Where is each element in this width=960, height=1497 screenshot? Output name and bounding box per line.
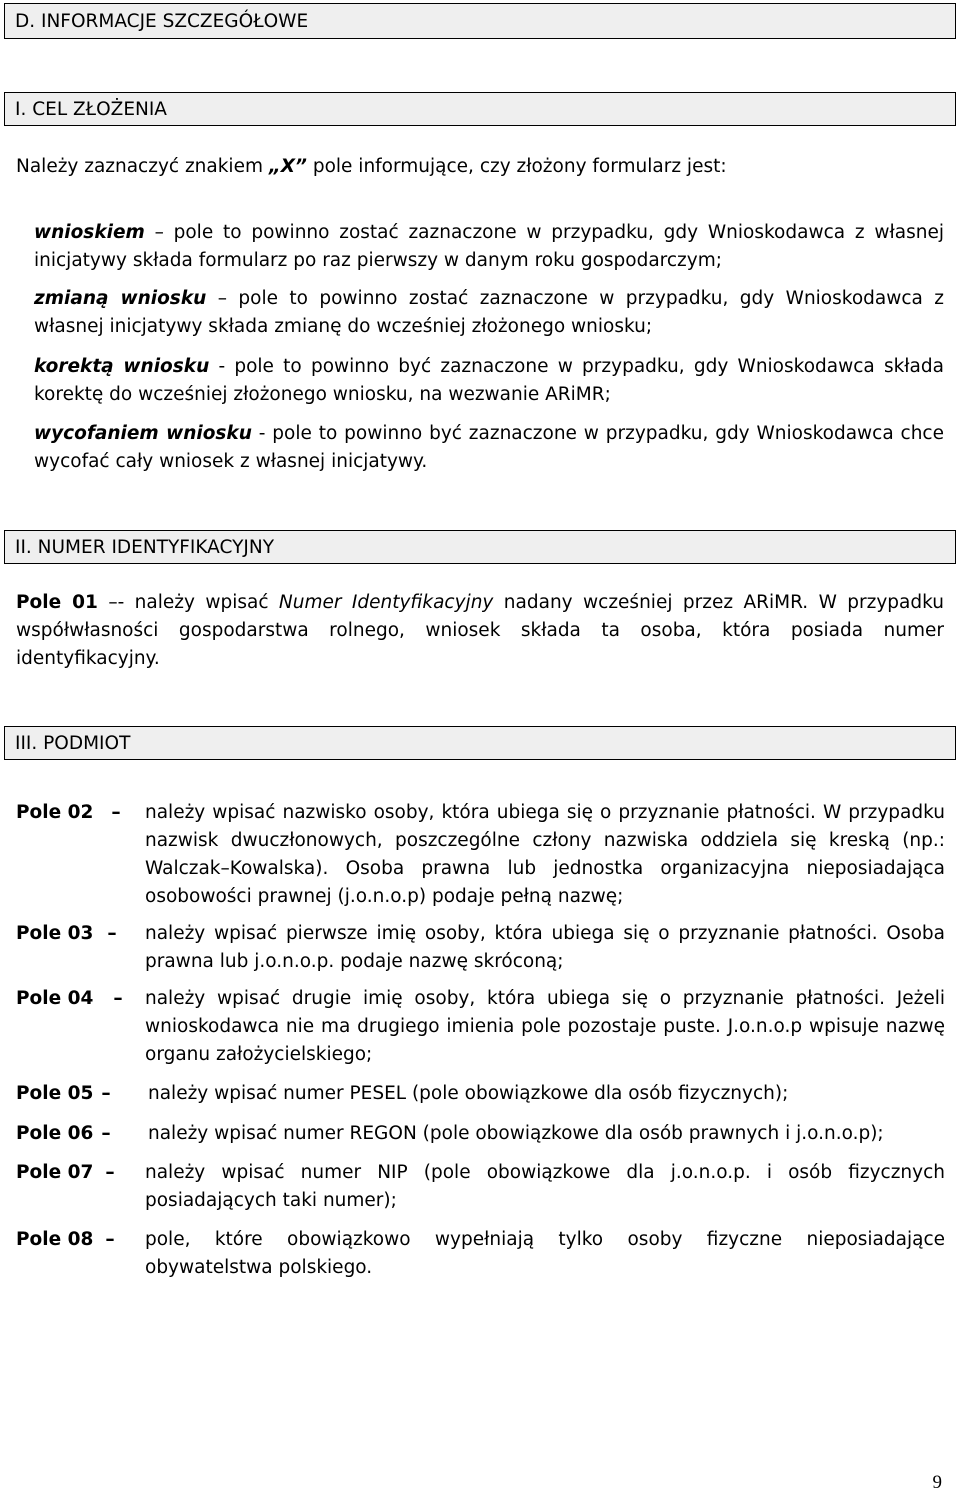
x-mark: „X” [268,156,307,177]
field-03-label: Pole 03 – [16,923,117,944]
field-05-description: należy wpisać numer PESEL (pole obowiązkowe dla osób fizycznych); [148,1083,789,1104]
field-02-label: Pole 02 – [16,802,121,823]
section-3-header [4,726,956,760]
section-d-header [4,3,956,39]
page-number: 9 [932,1472,942,1493]
section-1-intro: Należy zaznaczyć znakiem „X” pole informujące, czy złożony formularz jest: [16,156,727,177]
field-04-label: Pole 04 – [16,988,123,1009]
purpose-item-application: wnioskiem – pole to powinno zostać zaznaczone w przypadku, gdy Wnioskodawca z własnej inicjatywy składa formularz po raz pierwszy w danym roku gospodarczym; [34,222,944,271]
field-05-label: Pole 05 – [16,1083,111,1104]
field-08-description: pole, które obowiązkowo wypełniają tylko osoby fizyczne nieposiadające obywatelstwa polskiego. [145,1229,945,1278]
field-08-label: Pole 08 – [16,1229,115,1250]
field-02-description: należy wpisać nazwisko osoby, która ubiega się o przyznanie płatności. W przypadku nazwisk dwuczłonowych, poszczególne człony nazwiska oddziela się kreską (np.: Walczak–Kowalska). Osoba prawna lub jednostka organizacyjna nieposiadająca osobowości prawnej (j.o.n.o.p) podaje pełną nazwę; [145,802,945,907]
field-01-label: Pole 01 [16,592,98,613]
section-d-title: D. INFORMACJE SZCZEGÓŁOWE [15,11,309,32]
purpose-item-correction: korektą wniosku - pole to powinno być zaznaczone w przypadku, gdy Wnioskodawca składa korektę do wcześniej złożonego wniosku, na wezwanie ARiMR; [34,356,944,405]
section-2-header [4,530,956,564]
section-1-header [4,92,956,126]
field-03-description: należy wpisać pierwsze imię osoby, która ubiega się o przyznanie płatności. Osoba prawna lub j.o.n.o.p. podaje nazwę skróconą; [145,923,945,972]
field-06-label: Pole 06 – [16,1123,111,1144]
field-04-description: należy wpisać drugie imię osoby, która ubiega się o przyznanie płatności. Jeżeli wnioskodawca nie ma drugiego imienia pole pozostaje puste. J.o.n.o.p wpisuje nazwę organu założycielskiego; [145,988,945,1065]
field-01-description: Pole 01 –- należy wpisać Numer Identyfikacyjny nadany wcześniej przez ARiMR. W przypadku współwłasności gospodarstwa rolnego, wniosek składa ta osoba, która posiada numer identyfikacyjny. [16,592,944,669]
section-2-title: II. NUMER IDENTYFIKACYJNY [15,537,274,558]
field-07-label: Pole 07 – [16,1162,115,1183]
section-3-title: III. PODMIOT [15,733,131,754]
field-07-description: należy wpisać numer NIP (pole obowiązkowe dla j.o.n.o.p. i osób fizycznych posiadających taki numer); [145,1162,945,1211]
purpose-item-withdrawal: wycofaniem wniosku - pole to powinno być zaznaczone w przypadku, gdy Wnioskodawca chce wycofać cały wniosek z własnej inicjatywy. [34,423,944,472]
purpose-item-change: zmianą wniosku – pole to powinno zostać zaznaczone w przypadku, gdy Wnioskodawca z własnej inicjatywy składa zmianę do wcześniej złożonego wniosku; [34,288,944,337]
field-06-description: należy wpisać numer REGON (pole obowiązkowe dla osób prawnych i j.o.n.o.p); [148,1123,884,1144]
section-1-title: I. CEL ZŁOŻENIA [15,99,167,120]
